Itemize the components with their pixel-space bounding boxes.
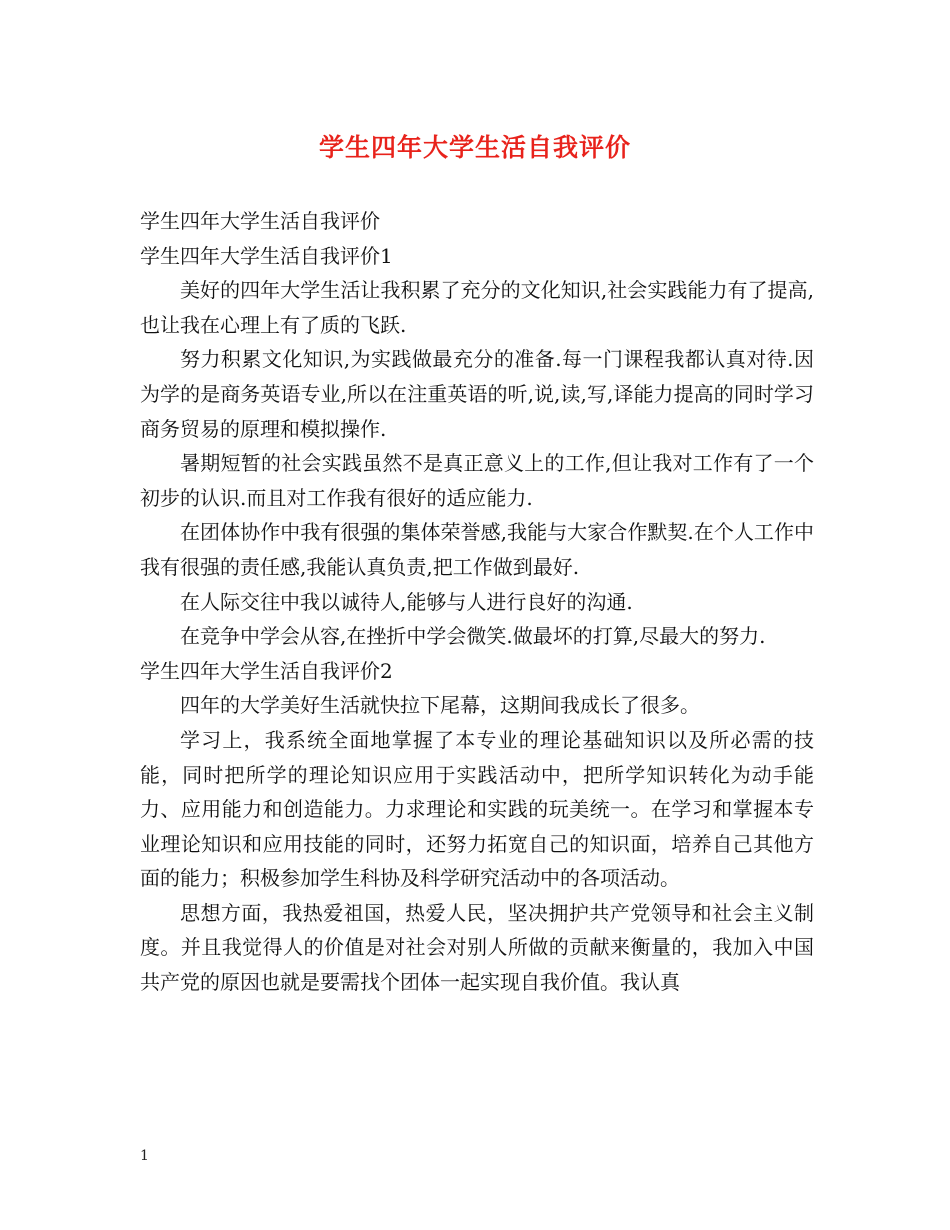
body-paragraph: 暑期短暂的社会实践虽然不是真正意义上的工作,但让我对工作有了一个初步的认识.而且对工作我有很好的适应能力. — [140, 451, 814, 510]
body-paragraph: 思想方面，我热爱祖国，热爱人民，坚决拥护共产党领导和社会主义制度。并且我觉得人的价值是对社会对别人所做的贡献来衡量的，我加入中国共产党的原因也就是要需找个团体一起实现自我价值。我认真 — [140, 900, 814, 995]
body-paragraph: 在团体协作中我有很强的集体荣誉感,我能与大家合作默契.在个人工作中我有很强的责任感,我能认真负责,把工作做到最好. — [140, 520, 814, 579]
body-paragraph: 美好的四年大学生活让我积累了充分的文化知识,社会实践能力有了提高,也让我在心理上有了质的飞跃. — [140, 278, 814, 337]
section-heading: 学生四年大学生活自我评价 — [140, 209, 380, 233]
section-heading: 学生四年大学生活自我评价2 — [140, 658, 393, 683]
body-paragraph: 学习上，我系统全面地掌握了本专业的理论基础知识以及所必需的技能，同时把所学的理论知识应用于实践活动中，把所学知识转化为动手能力、应用能力和创造能力。力求理论和实践的玩美统一。在学习和掌握本专业理论知识和应用技能的同时，还努力拓宽自己的知识面，培养自己其他方面的能力；积极参加学生科协及科学研究活动中的各项活动。 — [140, 727, 814, 891]
document-title: 学生四年大学生活自我评价 — [318, 133, 631, 162]
body-paragraph: 努力积累文化知识,为实践做最充分的准备.每一门课程我都认真对待.因为学的是商务英语专业,所以在注重英语的听,说,读,写,译能力提高的同时学习商务贸易的原理和模拟操作. — [140, 347, 814, 441]
body-paragraph: 在人际交往中我以诚待人,能够与人进行良好的沟通. — [180, 589, 633, 614]
body-paragraph: 四年的大学美好生活就快拉下尾幕，这期间我成长了很多。 — [180, 693, 700, 718]
page-number: 1 — [140, 1148, 149, 1164]
document-body — [140, 204, 814, 1000]
section-heading: 学生四年大学生活自我评价1 — [140, 243, 393, 268]
body-paragraph: 在竞争中学会从容,在挫折中学会微笑.做最坏的打算,尽最大的努力. — [180, 624, 766, 649]
